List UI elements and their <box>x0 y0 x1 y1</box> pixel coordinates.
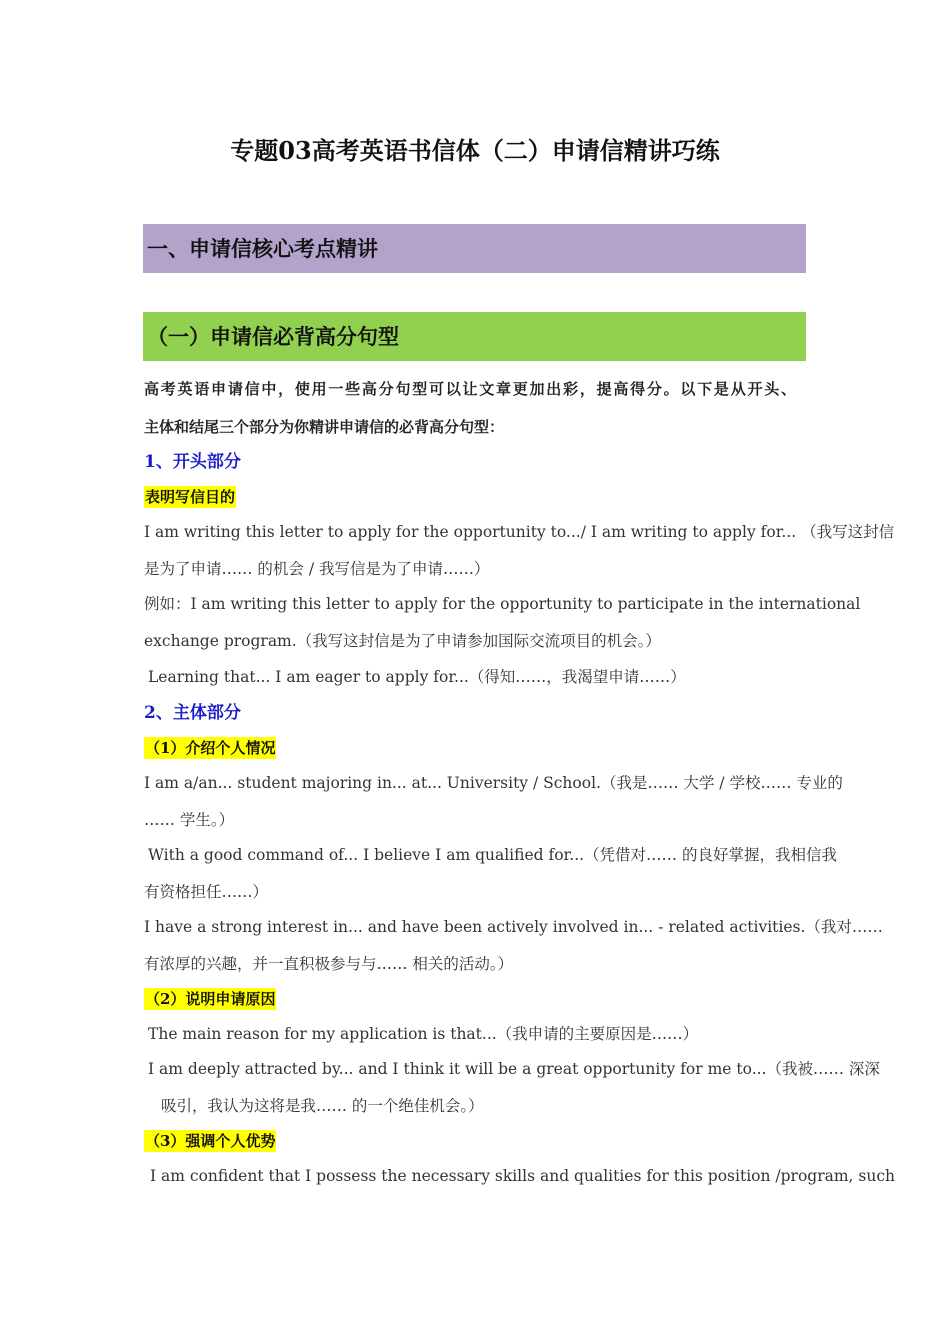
sentence-line: The main reason for my application is that...（我申请的主要原因是……） <box>148 1025 699 1043</box>
sentence-line: I am writing this letter to apply for the opportunity to.../ I am writing to apply for... （我写这封信 <box>144 523 895 541</box>
example-line: 例如：I am writing this letter to apply for the opportunity to participate in the international <box>144 595 861 613</box>
sentence-line: I am a/an... student majoring in... at... University / School.（我是…… 大学 / 学校…… 专业的 <box>144 774 843 792</box>
section-subheading-key-sentences: （一）申请信必背高分句型 <box>143 312 806 361</box>
example-line: exchange program.（我写这封信是为了申请参加国际交流项目的机会。） <box>144 632 661 650</box>
highlight-personal-info: （1）介绍个人情况 <box>145 739 276 757</box>
sentence-line: 是为了申请…… 的机会 / 我写信是为了申请……） <box>144 560 490 578</box>
sentence-line: 有浓厚的兴趣，并一直积极参与与…… 相关的活动。） <box>144 955 514 973</box>
sentence-line: I am confident that I possess the necessary skills and qualities for this position /program, such <box>150 1167 896 1185</box>
highlight-advantages: （3）强调个人优势 <box>145 1132 276 1150</box>
sentence-line: 吸引，我认为这将是我…… 的一个绝佳机会。） <box>161 1097 484 1115</box>
highlight-purpose: 表明写信目的 <box>145 488 236 506</box>
section-heading-core-points: 一、申请信核心考点精讲 <box>143 224 806 273</box>
sentence-line: I am deeply attracted by... and I think it will be a great opportunity for me to...（我被…… 深深 <box>148 1060 880 1078</box>
sentence-line: I have a strong interest in... and have been actively involved in... - related activities.（我对…… <box>144 918 883 936</box>
sentence-line: With a good command of... I believe I am qualified for...（凭借对…… 的良好掌握，我相信我 <box>148 846 837 864</box>
highlight-reason: （2）说明申请原因 <box>145 990 276 1008</box>
intro-line-1: 高考英语申请信中，使用一些高分句型可以让文章更加出彩，提高得分。以下是从开头、 <box>144 380 796 398</box>
sentence-line: …… 学生。） <box>144 811 235 829</box>
intro-line-2: 主体和结尾三个部分为你精讲申请信的必背高分句型： <box>144 418 505 436</box>
page-title: 专题03高考英语书信体（二）申请信精讲巧练 <box>230 136 720 165</box>
sentence-line: 有资格担任……） <box>144 883 269 901</box>
sentence-line: Learning that... I am eager to apply for...（得知……，我渴望申请……） <box>148 668 686 686</box>
part-heading-body: 2、主体部分 <box>144 703 241 723</box>
part-heading-opening: 1、开头部分 <box>144 452 241 472</box>
